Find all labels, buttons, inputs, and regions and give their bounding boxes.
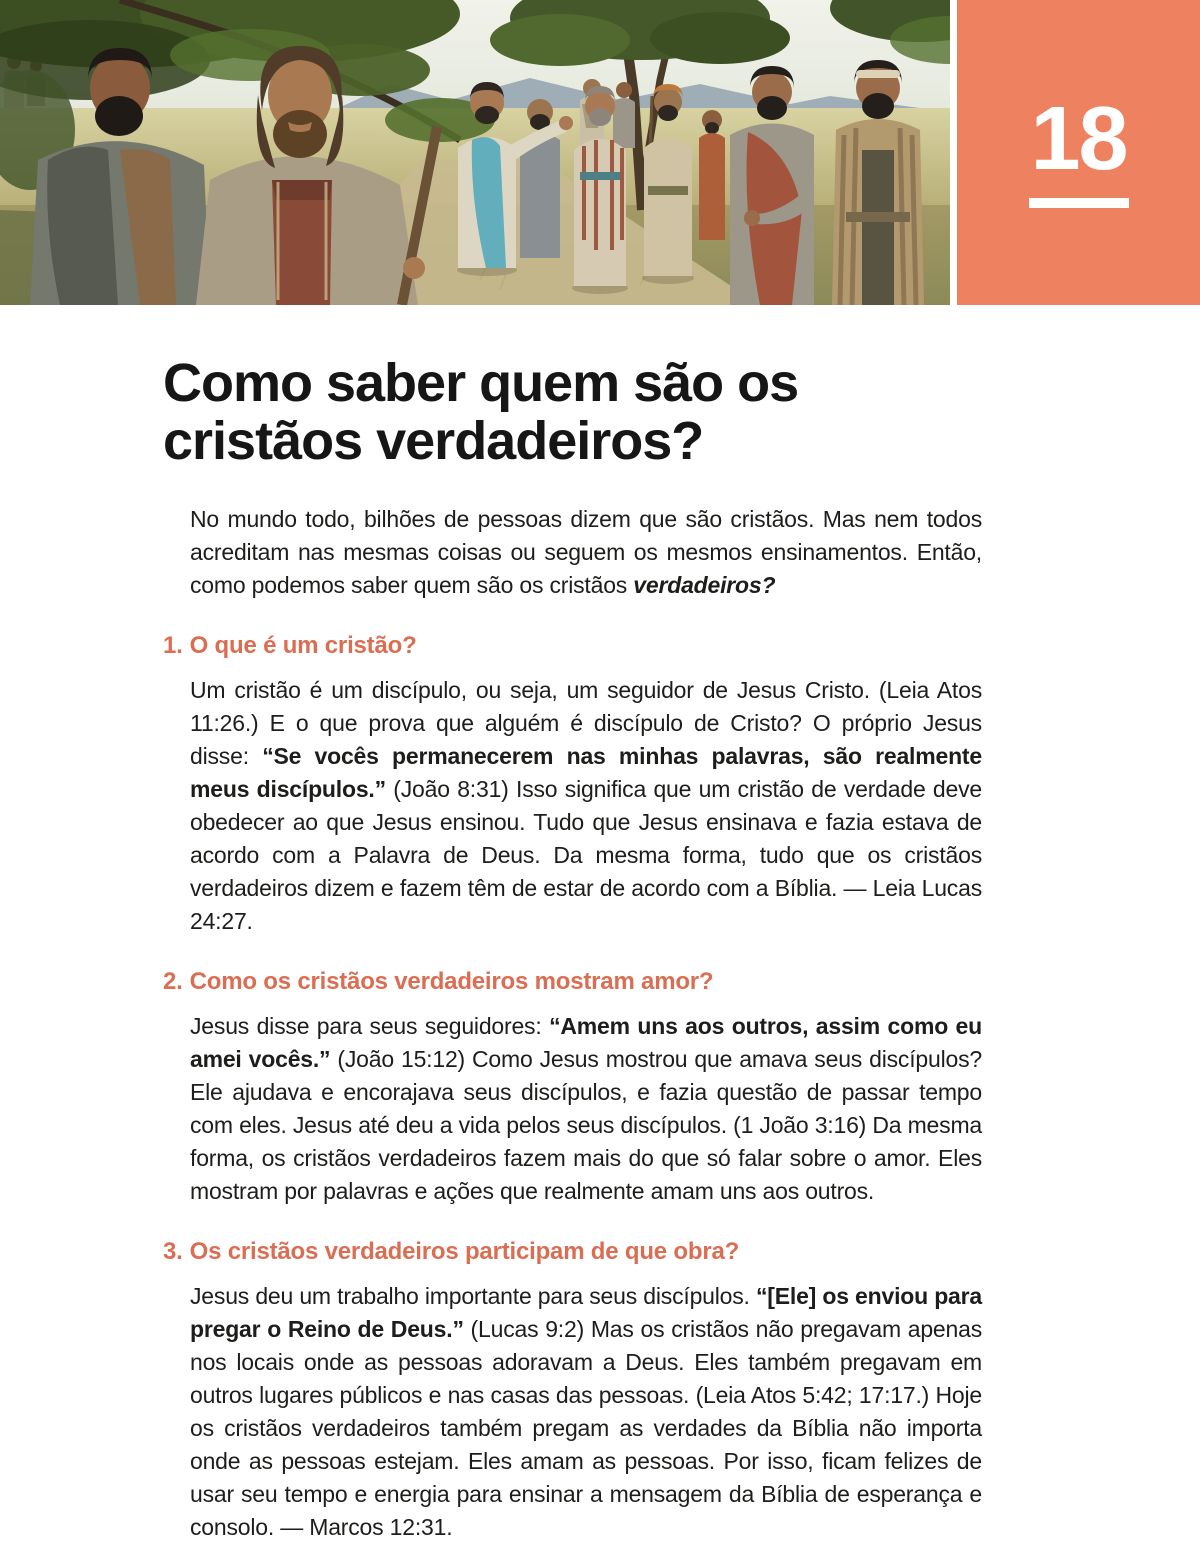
section-heading-text: Os cristãos verdadeiros participam de que obra? [189,1238,740,1265]
section-number: 3. [163,1238,183,1265]
lesson-section [163,631,982,938]
section-paragraph: Jesus deu um trabalho importante para seus discípulos. “[Ele] os enviou para pregar o Reino de Deus.” (Lucas 9:2) Mas os cristãos não pregavam apenas nos locais onde as pessoas adoravam a Deus. Eles também pregavam em outros lugares públicos e nas casas das pessoas. (Leia Atos 5:42; 17:17.) Hoje os cristãos verdadeiros também pregam as verdades da Bíblia não importa onde as pessoas estejam. Eles amam as pessoas. Por isso, ficam felizes de usar seu tempo e energia para ensinar a mensagem da Bíblia de esperança e consolo. — Marcos 12:31. [190,1283,982,1540]
article-body [0,354,1200,1544]
lesson-number-underline [1029,198,1129,208]
section-heading-text: O que é um cristão? [189,632,417,659]
sections-container [163,631,982,1544]
section-heading [163,967,982,997]
hero-photo [0,0,950,305]
intro-paragraph: No mundo todo, bilhões de pessoas dizem que são cristãos. Mas nem todos acreditam nas mesmas coisas ou seguem os mesmos ensinamentos. Então, como podemos saber quem são os cristãos verdadeiros? [190,506,982,598]
section-heading-text: Como os cristãos verdadeiros mostram amor? [189,968,714,995]
section-paragraph: Jesus disse para seus seguidores: “Amem uns aos outros, assim como eu amei vocês.” (João 15:12) Como Jesus mostrou que amava seus discípulos? Ele ajudava e encorajava seus discípulos, e fazia questão de passar tempo com eles. Jesus até deu a vida pelos seus discípulos. (1 João 3:16) Da mesma forma, os cristãos verdadeiros fazem mais do que só falar sobre o amor. Eles mostram por palavras e ações que realmente amam uns aos outros. [190,1013,982,1204]
lesson-number-badge [957,0,1200,305]
page-title: Como saber quem são os cristãos verdadeiros? [163,353,799,471]
section-heading [163,1237,982,1267]
section-number: 2. [163,968,183,995]
hero-banner [0,0,1200,305]
lesson-section [163,967,982,1208]
section-paragraph: Um cristão é um discípulo, ou seja, um seguidor de Jesus Cristo. (Leia Atos 11:26.) E o que prova que alguém é discípulo de Cristo? O próprio Jesus disse: “Se vocês permanecerem nas minhas palavras, são realmente meus discípulos.” (João 8:31) Isso significa que um cristão de verdade deve obedecer ao que Jesus ensinou. Tudo que Jesus ensinava e fazia estava de acordo com a Palavra de Deus. Da mesma forma, tudo que os cristãos verdadeiros dizem e fazem têm de estar de acordo com a Bíblia. — Leia Lucas 24:27. [190,677,982,934]
section-heading [163,631,982,661]
lesson-number: 18 [1030,88,1127,189]
lesson-section [163,1237,982,1544]
section-number: 1. [163,632,183,659]
